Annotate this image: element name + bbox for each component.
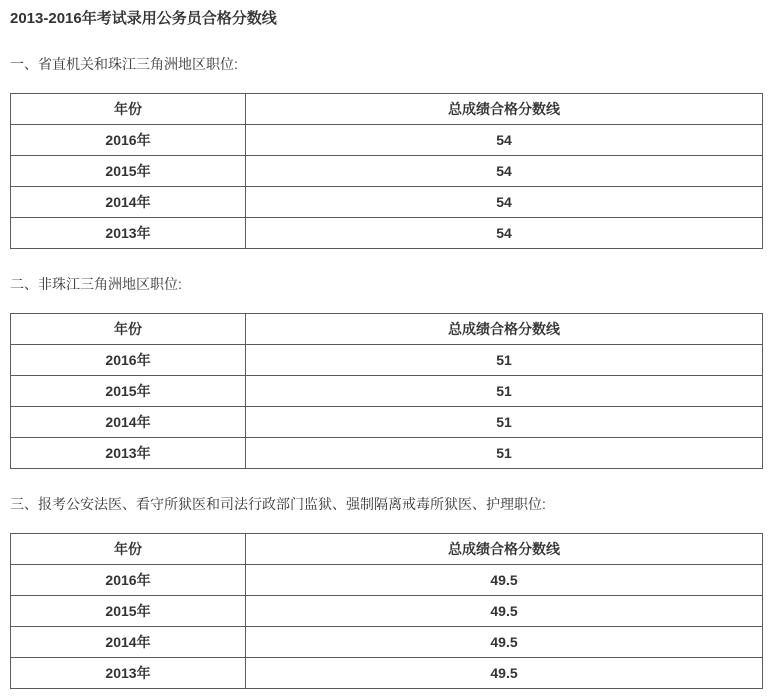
section-1-scores-table — [10, 93, 763, 249]
year-cell: 2014年 — [11, 187, 246, 218]
table-row — [11, 187, 763, 218]
year-cell: 2014年 — [11, 627, 246, 658]
section-3-heading: 三、报考公安法医、看守所狱医和司法行政部门监狱、强制隔离戒毒所狱医、护理职位: — [10, 496, 546, 512]
table-row — [11, 376, 763, 407]
table-row — [11, 627, 763, 658]
table-row — [11, 156, 763, 187]
score-cell: 54 — [246, 187, 763, 218]
score-cell: 49.5 — [246, 627, 763, 658]
table-header-row — [11, 534, 763, 565]
table-row — [11, 565, 763, 596]
year-column-header: 年份 — [11, 534, 246, 565]
score-cell: 54 — [246, 218, 763, 249]
score-cell: 54 — [246, 156, 763, 187]
table-row — [11, 596, 763, 627]
year-cell: 2013年 — [11, 218, 246, 249]
score-cell: 49.5 — [246, 658, 763, 689]
score-cell: 51 — [246, 407, 763, 438]
year-cell: 2013年 — [11, 658, 246, 689]
table-header-row — [11, 94, 763, 125]
year-cell: 2015年 — [11, 596, 246, 627]
section-non-pearl-river-delta — [10, 276, 763, 469]
table-row — [11, 218, 763, 249]
score-cell: 51 — [246, 438, 763, 469]
section-1-heading: 一、省直机关和珠江三角洲地区职位: — [10, 56, 238, 72]
table-row — [11, 658, 763, 689]
year-column-header: 年份 — [11, 94, 246, 125]
section-provincial-pearl-river-delta — [10, 56, 763, 249]
score-cell: 54 — [246, 125, 763, 156]
year-column-header: 年份 — [11, 314, 246, 345]
year-cell: 2016年 — [11, 565, 246, 596]
section-3-scores-table — [10, 533, 763, 689]
table-row — [11, 125, 763, 156]
table-row — [11, 407, 763, 438]
score-cell: 49.5 — [246, 565, 763, 596]
year-cell: 2013年 — [11, 438, 246, 469]
table-row — [11, 438, 763, 469]
document-title: 2013-2016年考试录用公务员合格分数线 — [10, 10, 277, 27]
section-2-scores-table — [10, 313, 763, 469]
score-column-header: 总成绩合格分数线 — [246, 94, 763, 125]
score-column-header: 总成绩合格分数线 — [246, 314, 763, 345]
year-cell: 2014年 — [11, 407, 246, 438]
table-header-row — [11, 314, 763, 345]
score-cell: 49.5 — [246, 596, 763, 627]
year-cell: 2016年 — [11, 125, 246, 156]
year-cell: 2016年 — [11, 345, 246, 376]
section-forensic-prison-medical — [10, 496, 763, 689]
score-cell: 51 — [246, 376, 763, 407]
table-row — [11, 345, 763, 376]
section-2-heading: 二、非珠江三角洲地区职位: — [10, 276, 182, 292]
score-column-header: 总成绩合格分数线 — [246, 534, 763, 565]
score-cell: 51 — [246, 345, 763, 376]
year-cell: 2015年 — [11, 156, 246, 187]
year-cell: 2015年 — [11, 376, 246, 407]
